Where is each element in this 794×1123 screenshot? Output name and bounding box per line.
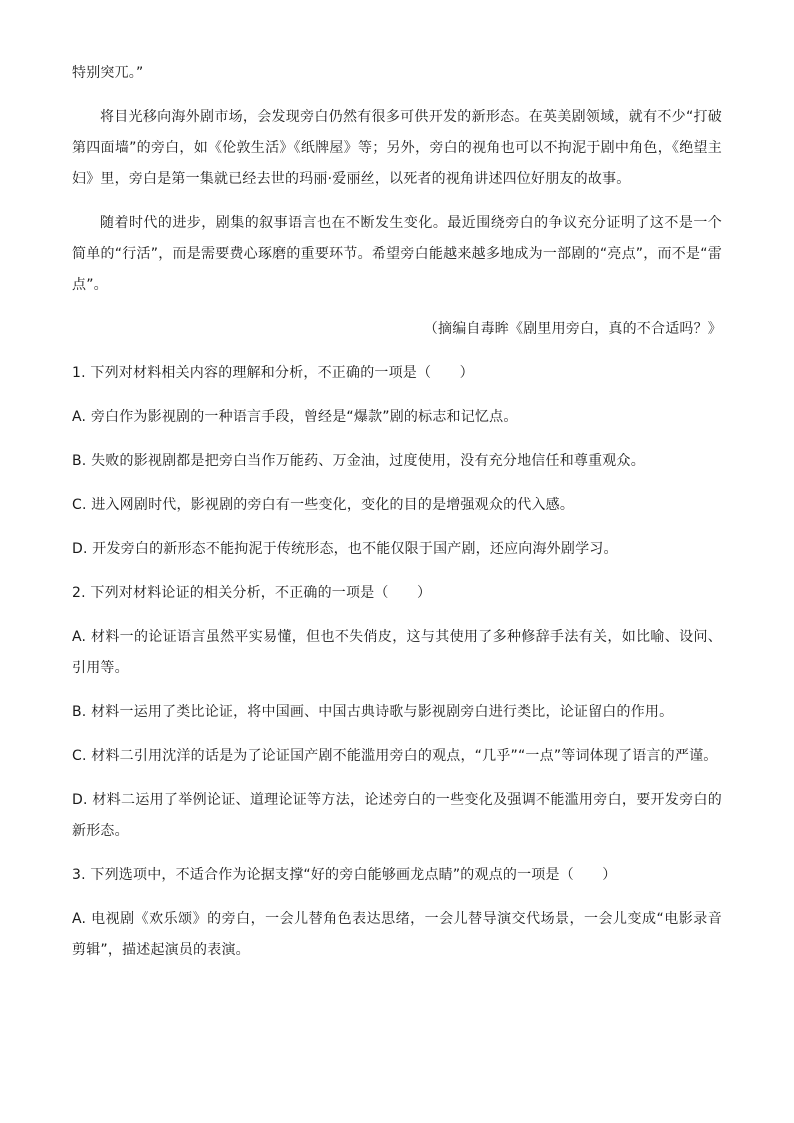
question-2-option-d: D. 材料二运用了举例论证、道理论证等方法，论述旁白的一些变化及强调不能滥用旁白，要开发旁白的新形态。 xyxy=(72,792,722,839)
paragraph-overseas-market: 将目光移向海外剧市场，会发现旁白仍然有很多可供开发的新形态。在英美剧领域，就有不少“打破第四面墙”的旁白，如《伦敦生活》《纸牌屋》等；另外，旁白的视角也可以不拘泥于剧中角色，《绝望主妇》里，旁白是第一集就已经去世的玛丽·爱丽丝，以死者的视角讲述四位好朋友的故事。 xyxy=(72,109,722,187)
question-1-option-b: B. 失败的影视剧都是把旁白当作万能药、万金油，过度使用，没有充分地信任和尊重观众。 xyxy=(72,453,645,469)
question-1-option-c: C. 进入网剧时代，影视剧的旁白有一些变化，变化的目的是增强观众的代入感。 xyxy=(72,497,575,513)
question-2-stem: 2. 下列对材料论证的相关分析，不正确的一项是（ ） xyxy=(72,585,432,601)
question-3-stem: 3. 下列选项中，不适合作为论据支撑“好的旁白能够画龙点睛”的观点的一项是（ ） xyxy=(72,867,617,883)
question-3-option-a: A. 电视剧《欢乐颂》的旁白，一会儿替角色表达思绪，一会儿替导演交代场景，一会儿变成“电影录音剪辑”，描述起演员的表演。 xyxy=(72,911,722,958)
question-2-option-b: B. 材料一运用了类比论证，将中国画、中国古典诗歌与影视剧旁白进行类比，论证留白的作用。 xyxy=(72,704,674,720)
paragraph-continuation: 特别突兀。” xyxy=(72,65,144,81)
source-citation: （摘编自毒眸《剧里用旁白，真的不合适吗？》 xyxy=(423,321,722,337)
question-2-option-a: A. 材料一的论证语言虽然平实易懂，但也不失俏皮，这与其使用了多种修辞手法有关，如比喻、设问、引用等。 xyxy=(72,629,722,676)
question-1-option-a: A. 旁白作为影视剧的一种语言手段，曾经是“爆款”剧的标志和记忆点。 xyxy=(72,409,518,425)
document-page xyxy=(72,58,722,979)
question-1-option-d: D. 开发旁白的新形态不能拘泥于传统形态，也不能仅限于国产剧，还应向海外剧学习。 xyxy=(72,541,618,557)
question-2-option-c: C. 材料二引用沈洋的话是为了论证国产剧不能滥用旁白的观点，“几乎”“一点”等词体现了语言的严谨。 xyxy=(72,748,718,764)
question-1-stem: 1. 下列对材料相关内容的理解和分析，不正确的一项是（ ） xyxy=(72,365,474,381)
paragraph-narrative-language: 随着时代的进步，剧集的叙事语言也在不断发生变化。最近围绕旁白的争议充分证明了这不是一个简单的“行活”，而是需要费心琢磨的重要环节。希望旁白能越来越多地成为一部剧的“亮点”，而不是“雷点”。 xyxy=(72,215,722,293)
